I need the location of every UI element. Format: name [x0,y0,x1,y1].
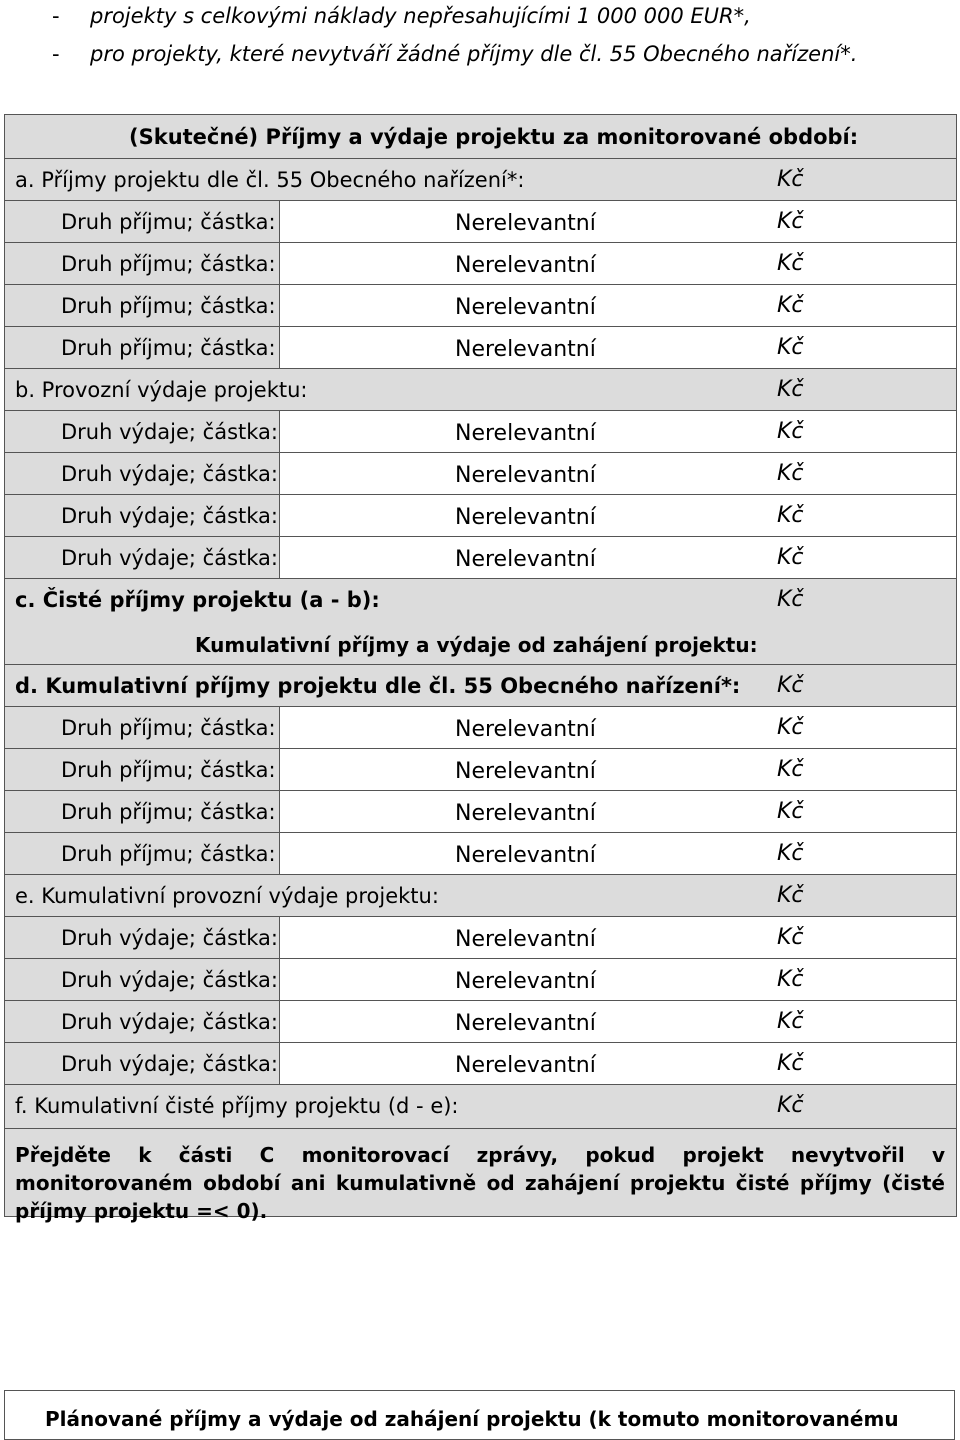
expense-type-label: Druh výdaje; částka: [61,420,278,444]
income-row[interactable] [5,285,956,327]
expense-row[interactable] [5,411,956,453]
planned-section-title: Plánované příjmy a výdaje od zahájení projektu (k tomuto monitorovanému [45,1407,899,1431]
unit-label: Kč [777,503,804,528]
amount-value[interactable]: Nerelevantní [455,211,596,236]
unit-label: Kč [777,715,804,740]
bullet-item: - pro projekty, které nevytváří žádné příjmy dle čl. 55 Obecného nařízení*. [52,42,858,66]
amount-value[interactable]: Nerelevantní [455,1011,596,1036]
income-row[interactable] [5,243,956,285]
amount-value[interactable]: Nerelevantní [455,1053,596,1078]
income-type-label: Druh příjmu; částka: [61,252,276,276]
amount-value[interactable]: Nerelevantní [455,843,596,868]
section-c-row [5,579,956,623]
section-e-label: e. Kumulativní provozní výdaje projektu: [15,884,439,908]
planned-section-box [4,1390,955,1440]
expense-row[interactable] [5,917,956,959]
section-f-row [5,1085,956,1129]
expense-type-label: Druh výdaje; částka: [61,1010,278,1034]
amount-value[interactable]: Nerelevantní [455,337,596,362]
amount-value[interactable]: Nerelevantní [455,759,596,784]
income-type-label: Druh příjmu; částka: [61,336,276,360]
table-title: (Skutečné) Příjmy a výdaje projektu za monitorované období: [129,125,859,149]
unit-label: Kč [777,799,804,824]
expense-type-label: Druh výdaje; částka: [61,926,278,950]
table-title-row [5,115,956,159]
unit-label: Kč [777,841,804,866]
unit-label: Kč [777,377,804,402]
unit-label: Kč [777,335,804,360]
amount-value[interactable]: Nerelevantní [455,801,596,826]
expense-row[interactable] [5,453,956,495]
income-type-label: Druh příjmu; částka: [61,294,276,318]
unit-label: Kč [777,293,804,318]
unit-label: Kč [777,461,804,486]
unit-label: Kč [777,209,804,234]
amount-value[interactable]: Nerelevantní [455,253,596,278]
unit-label: Kč [777,1009,804,1034]
section-b-row [5,369,956,411]
section-d-label: d. Kumulativní příjmy projektu dle čl. 55 Obecného nařízení*: [15,674,741,698]
expense-type-label: Druh výdaje; částka: [61,1052,278,1076]
amount-value[interactable]: Nerelevantní [455,295,596,320]
amount-value[interactable]: Nerelevantní [455,969,596,994]
income-row[interactable] [5,833,956,875]
expense-type-label: Druh výdaje; částka: [61,504,278,528]
income-type-label: Druh příjmu; částka: [61,758,276,782]
amount-value[interactable]: Nerelevantní [455,717,596,742]
expense-row[interactable] [5,1043,956,1085]
section-e-row [5,875,956,917]
monitoring-table [4,114,957,1223]
unit-label: Kč [777,967,804,992]
income-type-label: Druh příjmu; částka: [61,716,276,740]
unit-label: Kč [777,251,804,276]
unit-label: Kč [777,673,804,698]
section-f-label: f. Kumulativní čisté příjmy projektu (d - e): [15,1094,459,1118]
income-row[interactable] [5,707,956,749]
cumulative-header-row [5,623,956,665]
expense-type-label: Druh výdaje; částka: [61,462,278,486]
income-row[interactable] [5,327,956,369]
income-type-label: Druh příjmu; částka: [61,842,276,866]
amount-value[interactable]: Nerelevantní [455,927,596,952]
unit-label: Kč [777,1051,804,1076]
expense-row[interactable] [5,537,956,579]
section-d-row [5,665,956,707]
expense-row[interactable] [5,959,956,1001]
amount-value[interactable]: Nerelevantní [455,547,596,572]
amount-value[interactable]: Nerelevantní [455,421,596,446]
unit-label: Kč [777,167,804,192]
unit-label: Kč [777,545,804,570]
bullet-item: - projekty s celkovými náklady nepřesahujícími 1 000 000 EUR*, [52,4,751,28]
income-row[interactable] [5,201,956,243]
expense-type-label: Druh výdaje; částka: [61,968,278,992]
unit-label: Kč [777,419,804,444]
unit-label: Kč [777,883,804,908]
income-type-label: Druh příjmu; částka: [61,800,276,824]
section-b-label: b. Provozní výdaje projektu: [15,378,308,402]
expense-type-label: Druh výdaje; částka: [61,546,278,570]
income-row[interactable] [5,791,956,833]
income-row[interactable] [5,749,956,791]
section-a-row [5,159,956,201]
income-type-label: Druh příjmu; částka: [61,210,276,234]
expense-row[interactable] [5,495,956,537]
cumulative-header: Kumulativní příjmy a výdaje od zahájení projektu: [195,633,758,657]
section-a-label: a. Příjmy projektu dle čl. 55 Obecného nařízení*: [15,168,525,192]
unit-label: Kč [777,1093,804,1118]
amount-value[interactable]: Nerelevantní [455,505,596,530]
amount-value[interactable]: Nerelevantní [455,463,596,488]
unit-label: Kč [777,587,804,612]
unit-label: Kč [777,925,804,950]
instruction-text: Přejděte k části C monitorovací zprávy, pokud projekt nevytvořil v monitorovaném období ani kumulativně od zahájení projektu čisté příjmy (čisté příjmy projektu =< 0). [15,1143,945,1223]
unit-label: Kč [777,757,804,782]
expense-row[interactable] [5,1001,956,1043]
section-c-label: c. Čisté příjmy projektu (a - b): [15,588,380,612]
instruction-note [5,1129,956,1223]
